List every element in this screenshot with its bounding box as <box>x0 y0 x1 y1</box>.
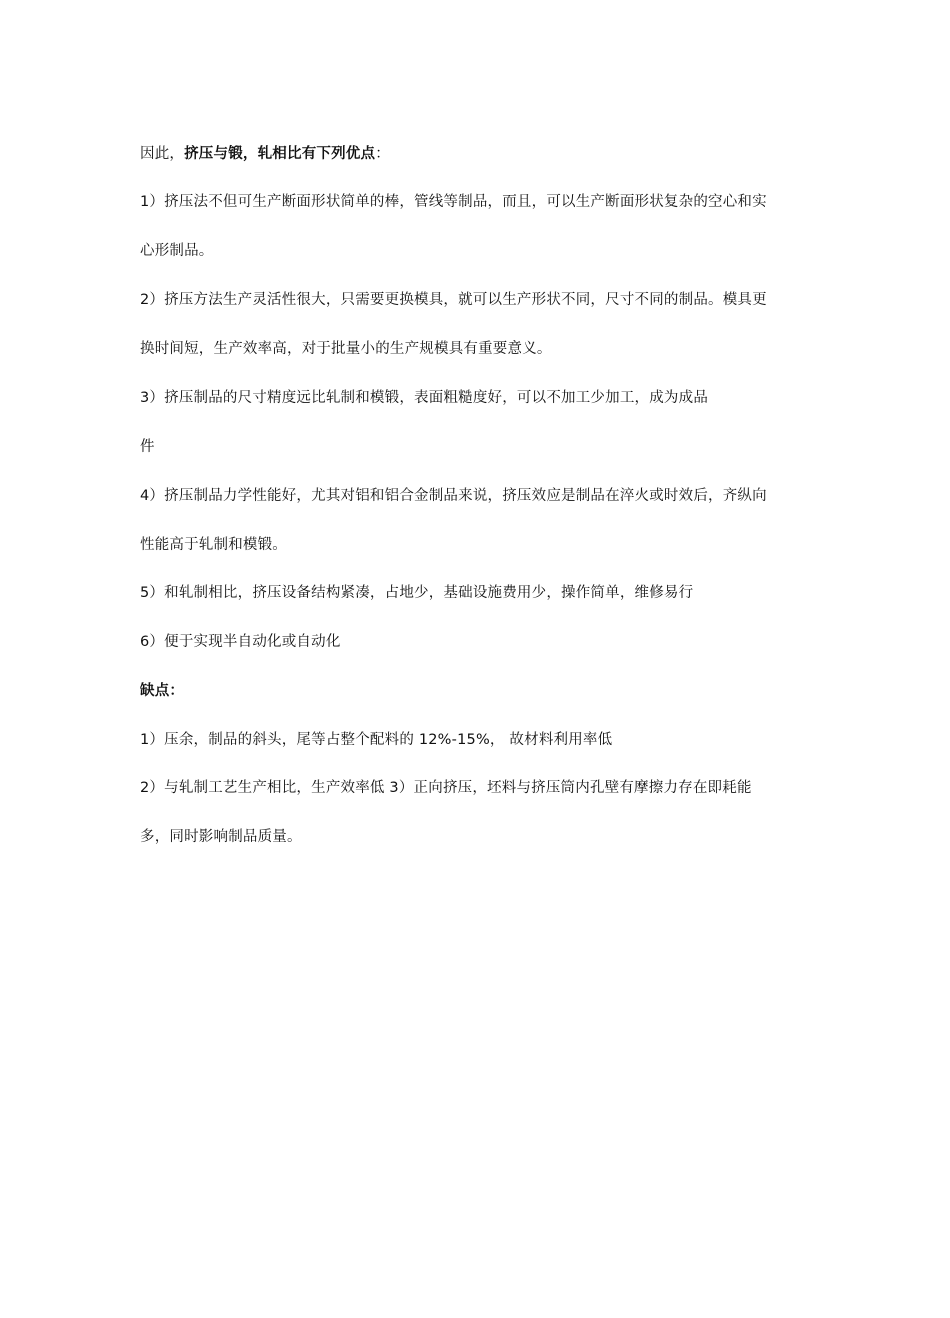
advantage-2-line-1: 2）挤压方法生产灵活性很大，只需要更换模具，就可以生产形状不同，尺寸不同的制品。模具更 <box>140 292 767 308</box>
intro-suffix: ： <box>375 146 390 162</box>
advantage-4-line-1: 4）挤压制品力学性能好，尤其对铝和铝合金制品来说，挤压效应是制品在淬火或时效后，齐纵向 <box>140 488 767 504</box>
advantage-3-line-1: 3）挤压制品的尺寸精度远比轧制和模锻，表面粗糙度好，可以不加工少加工，成为成品 <box>140 390 709 406</box>
advantage-6-line: 6）便于实现半自动化或自动化 <box>140 634 341 650</box>
advantage-3-line-2: 件 <box>140 439 155 455</box>
advantage-2-line-2: 换时间短，生产效率高，对于批量小的生产规模具有重要意义。 <box>140 341 552 357</box>
advantage-4-line-2: 性能高于轧制和模锻。 <box>140 537 287 553</box>
disadvantage-2-line-1: 2）与轧制工艺生产相比，生产效率低 3）正向挤压，坯料与挤压筒内孔壁有摩擦力存在即耗能 <box>140 780 752 796</box>
advantage-1-line-2: 心形制品。 <box>140 243 214 259</box>
intro-bold: 挤压与锻，轧相比有下列优点 <box>184 146 376 162</box>
disadvantages-heading: 缺点： <box>140 683 185 699</box>
intro-prefix: 因此， <box>140 146 185 162</box>
advantage-5-line: 5）和轧制相比，挤压设备结构紧凑，占地少，基础设施费用少，操作简单，维修易行 <box>140 585 694 601</box>
disadvantage-2-line-2: 多，同时影响制品质量。 <box>140 829 302 845</box>
disadvantage-1-line: 1）压余，制品的斜头，尾等占整个配料的 12%-15%， 故材料利用率低 <box>140 732 613 748</box>
intro-line <box>140 144 830 164</box>
advantage-1-line-1: 1）挤压法不但可生产断面形状简单的棒，管线等制品，而且，可以生产断面形状复杂的空心和实 <box>140 194 767 210</box>
